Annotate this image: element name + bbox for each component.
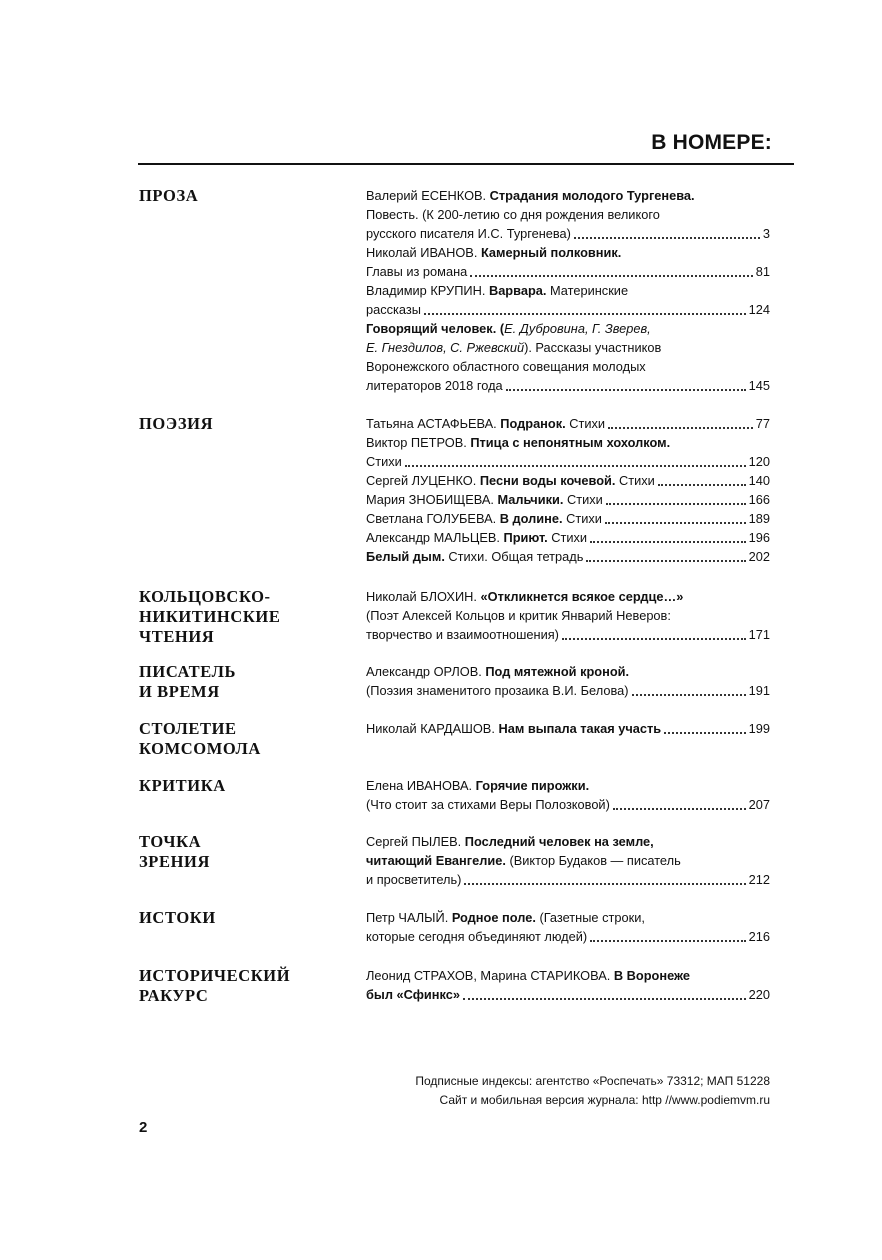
leader-dots [658,483,746,486]
entry-line [366,606,770,625]
entry-plain-text: Стихи. Общая тетрадь [444,549,584,564]
entry-text [366,243,621,262]
entry-line [366,471,770,490]
entry-line [366,452,770,471]
entry-line [366,851,770,870]
entry-text [366,357,646,376]
section-entries [366,414,770,566]
entry-text [366,795,610,814]
toc-entry [366,908,770,946]
entry-plain-text: Стихи [366,454,402,469]
entry-line [366,509,770,528]
section-entries [366,719,770,738]
entry-line [366,186,770,205]
leader-dots [562,637,746,640]
toc-entry [366,186,770,243]
toc-entry [366,966,770,1004]
entry-plain-text: Стихи [562,511,602,526]
entry-line [366,870,770,889]
leader-dots [613,807,746,810]
entry-plain-text: (Виктор Будаков — писатель [505,853,681,868]
section-entries [366,908,770,946]
entry-text [366,547,583,566]
toc-entry [366,832,770,889]
entry-plain-text: Александр МАЛЬЦЕВ. [366,530,504,545]
leader-dots [470,274,753,277]
entry-line [366,433,770,452]
entry-text [366,776,589,795]
section-entries [366,832,770,889]
leader-dots [405,464,746,467]
toc-entry [366,719,770,738]
entry-plain-text: Татьяна АСТАФЬЕВА. [366,416,501,431]
entry-text [366,224,571,243]
entry-plain-text: (Поэт Алексей Кольцов и критик Январий Неверов: [366,608,671,623]
toc-entry [366,509,770,528]
entry-plain-text: Леонид СТРАХОВ, Марина СТАРИКОВА. [366,968,614,983]
entry-line [366,985,770,1004]
website-info: Сайт и мобильная версия журнала: http //www.podiemvm.ru [439,1093,770,1107]
entry-plain-text: Стихи [547,530,588,545]
entry-text [366,587,683,606]
entry-line [366,338,770,357]
entry-title-text: был «Сфинкс» [366,987,460,1002]
entry-page-number: 220 [748,987,770,1002]
leader-dots [574,236,760,239]
entry-line [366,908,770,927]
entry-plain-text: Мария ЗНОБИЩЕВА. [366,492,498,507]
entry-plain-text: которые сегодня объединяют людей) [366,929,588,944]
entry-text [366,985,460,1004]
toc-entry [366,587,770,644]
entry-page-number: 3 [762,226,770,241]
section-entries [366,662,770,700]
toc-entry [366,319,770,395]
entry-title-text: Говорящий человек. [366,321,500,336]
entry-title-text: В долине. [499,511,563,526]
entry-title-text: ( [499,321,505,336]
entry-page-number: 191 [748,683,770,698]
entry-title-text: Страдания молодого Тургенева. [489,188,695,203]
entry-page-number: 189 [748,511,770,526]
entry-line [366,719,770,738]
section-entries [366,186,770,395]
entry-text [366,452,402,471]
section-entries [366,776,770,814]
entry-line [366,528,770,547]
entry-plain-text: русского писателя И.С. Тургенева) [366,226,571,241]
entry-italic-text: Е. Дубровина, Г. Зверев, [504,321,651,336]
leader-dots [506,388,746,391]
entry-italic-text: Е. Гнездилов, С. Ржевский [366,340,525,355]
entry-plain-text: Воронежского областного совещания молодых [366,359,646,374]
entry-title-text: Песни воды кочевой. [479,473,616,488]
entry-text [366,338,661,357]
section-title: ПИСАТЕЛЬ И ВРЕМЯ [139,662,237,701]
entry-text [366,300,421,319]
entry-text [366,376,503,395]
entry-page-number: 140 [748,473,770,488]
entry-title-text: «Откликнется всякое сердце…» [480,589,684,604]
leader-dots [590,540,746,543]
entry-plain-text: Светлана ГОЛУБЕВА. [366,511,500,526]
entry-line [366,224,770,243]
entry-title-text: читающий Евангелие. [366,853,506,868]
page-number: 2 [139,1119,148,1136]
entry-title-text: Камерный полковник. [480,245,622,260]
section-title: КРИТИКА [139,776,226,795]
entry-page-number: 81 [755,264,770,279]
entry-page-number: 207 [748,797,770,812]
leader-dots [605,521,746,524]
subscription-indexes: Подписные индексы: агентство «Роспечать» 73312; МАП 51228 [415,1074,770,1088]
entry-text [366,625,559,644]
entry-line [366,281,770,300]
entry-text [366,490,603,509]
entry-line [366,319,770,338]
entry-line [366,776,770,795]
section-title: ПОЭЗИЯ [139,414,214,433]
entry-line [366,832,770,851]
entry-text [366,319,651,338]
entry-text [366,851,681,870]
entry-line [366,300,770,319]
leader-dots [664,731,746,734]
entry-title-text: Подранок. [500,416,566,431]
leader-dots [606,502,746,505]
entry-plain-text: (Газетные строки, [535,910,645,925]
entry-plain-text: (Поэзия знаменитого прозаика В.И. Белова) [366,683,629,698]
entry-page-number: 171 [748,627,770,642]
entry-text [366,528,587,547]
entry-plain-text: литераторов 2018 года [366,378,503,393]
entry-text [366,662,629,681]
entry-line [366,357,770,376]
entry-text [366,719,661,738]
entry-plain-text: Валерий ЕСЕНКОВ. [366,188,490,203]
entry-plain-text: Александр ОРЛОВ. [366,664,486,679]
entry-text [366,832,654,851]
entry-plain-text: Петр ЧАЛЫЙ. [366,910,452,925]
section-title: КОЛЬЦОВСКО- НИКИТИНСКИЕ ЧТЕНИЯ [139,587,281,646]
entry-text [366,281,628,300]
entry-line [366,262,770,281]
entry-plain-text: ). Рассказы участников [524,340,662,355]
entry-text [366,509,602,528]
entry-page-number: 124 [748,302,770,317]
entry-title-text: Родное поле. [451,910,536,925]
entry-line [366,414,770,433]
entry-plain-text: творчество и взаимоотношения) [366,627,559,642]
entry-title-text: Последний человек на земле, [464,834,654,849]
section-title: ПРОЗА [139,186,199,205]
entry-text [366,606,671,625]
leader-dots [424,312,746,315]
entry-text [366,262,467,281]
entry-line [366,681,770,700]
leader-dots [586,559,745,562]
entry-line [366,662,770,681]
entry-title-text: Под мятежной кроной. [485,664,630,679]
entry-text [366,471,655,490]
toc-entry [366,547,770,566]
toc-entry [366,281,770,319]
entry-plain-text: Николай КАРДАШОВ. [366,721,499,736]
entry-plain-text: Повесть. (К 200-летию со дня рождения великого [366,207,660,222]
entry-plain-text: и просветитель) [366,872,462,887]
entry-text [366,681,629,700]
section-entries [366,966,770,1004]
entry-title-text: В Воронеже [613,968,691,983]
leader-dots [590,939,746,942]
entry-page-number: 166 [748,492,770,507]
entry-plain-text: Владимир КРУПИН. [366,283,489,298]
entry-page-number: 212 [748,872,770,887]
leader-dots [608,426,753,429]
entry-line [366,625,770,644]
entry-text [366,433,670,452]
entry-line [366,376,770,395]
entry-line [366,966,770,985]
entry-plain-text: Виктор ПЕТРОВ. [366,435,471,450]
entry-line [366,795,770,814]
section-title: СТОЛЕТИЕ КОМСОМОЛА [139,719,261,758]
entry-text [366,966,690,985]
entry-plain-text: (Что стоит за стихами Веры Полозковой) [366,797,610,812]
entry-title-text: Нам выпала такая участь [498,721,662,736]
section-title: ИСТОРИЧЕСКИЙ РАКУРС [139,966,291,1005]
entry-plain-text: Стихи [565,416,606,431]
leader-dots [463,997,746,1000]
entry-title-text: Мальчики. [497,492,564,507]
leader-dots [632,693,746,696]
toc-entry [366,243,770,281]
toc-entry [366,414,770,433]
entry-text [366,186,695,205]
entry-text [366,414,605,433]
entry-title-text: Приют. [503,530,548,545]
entry-plain-text: Стихи [615,473,655,488]
entry-title-text: Белый дым. [366,549,445,564]
section-title: ИСТОКИ [139,908,216,927]
toc-entry [366,433,770,471]
footer [415,1072,770,1110]
entry-plain-text: Стихи [563,492,603,507]
entry-plain-text: рассказы [366,302,421,317]
entry-text [366,205,660,224]
entry-line [366,490,770,509]
toc-entry [366,490,770,509]
entry-plain-text: Сергей ЛУЦЕНКО. [366,473,480,488]
entry-line [366,205,770,224]
entry-plain-text: Сергей ПЫЛЕВ. [366,834,465,849]
toc-entry [366,528,770,547]
entry-title-text: Варвара. [488,283,547,298]
entry-page-number: 216 [748,929,770,944]
page-header [138,129,794,165]
entry-page-number: 145 [748,378,770,393]
entry-text [366,870,461,889]
section-entries [366,587,770,644]
entry-plain-text: Николай ИВАНОВ. [366,245,481,260]
entry-plain-text: Елена ИВАНОВА. [366,778,476,793]
entry-plain-text: Николай БЛОХИН. [366,589,481,604]
toc-entry [366,471,770,490]
entry-page-number: 199 [748,721,770,736]
entry-page-number: 196 [748,530,770,545]
leader-dots [464,882,745,885]
entry-line [366,587,770,606]
contents-title: В НОМЕРЕ: [651,131,772,154]
section-title: ТОЧКА ЗРЕНИЯ [139,832,210,871]
toc-entry [366,776,770,814]
entry-page-number: 77 [755,416,770,431]
entry-line [366,927,770,946]
entry-title-text: Птица с непонятным хохолком. [470,435,671,450]
entry-title-text: Горячие пирожки. [475,778,590,793]
entry-line [366,547,770,566]
entry-page-number: 120 [748,454,770,469]
entry-plain-text: Главы из романа [366,264,468,279]
entry-line [366,243,770,262]
toc-entry [366,662,770,700]
entry-text [366,927,587,946]
entry-page-number: 202 [748,549,770,564]
entry-plain-text: Материнские [546,283,629,298]
entry-text [366,908,645,927]
